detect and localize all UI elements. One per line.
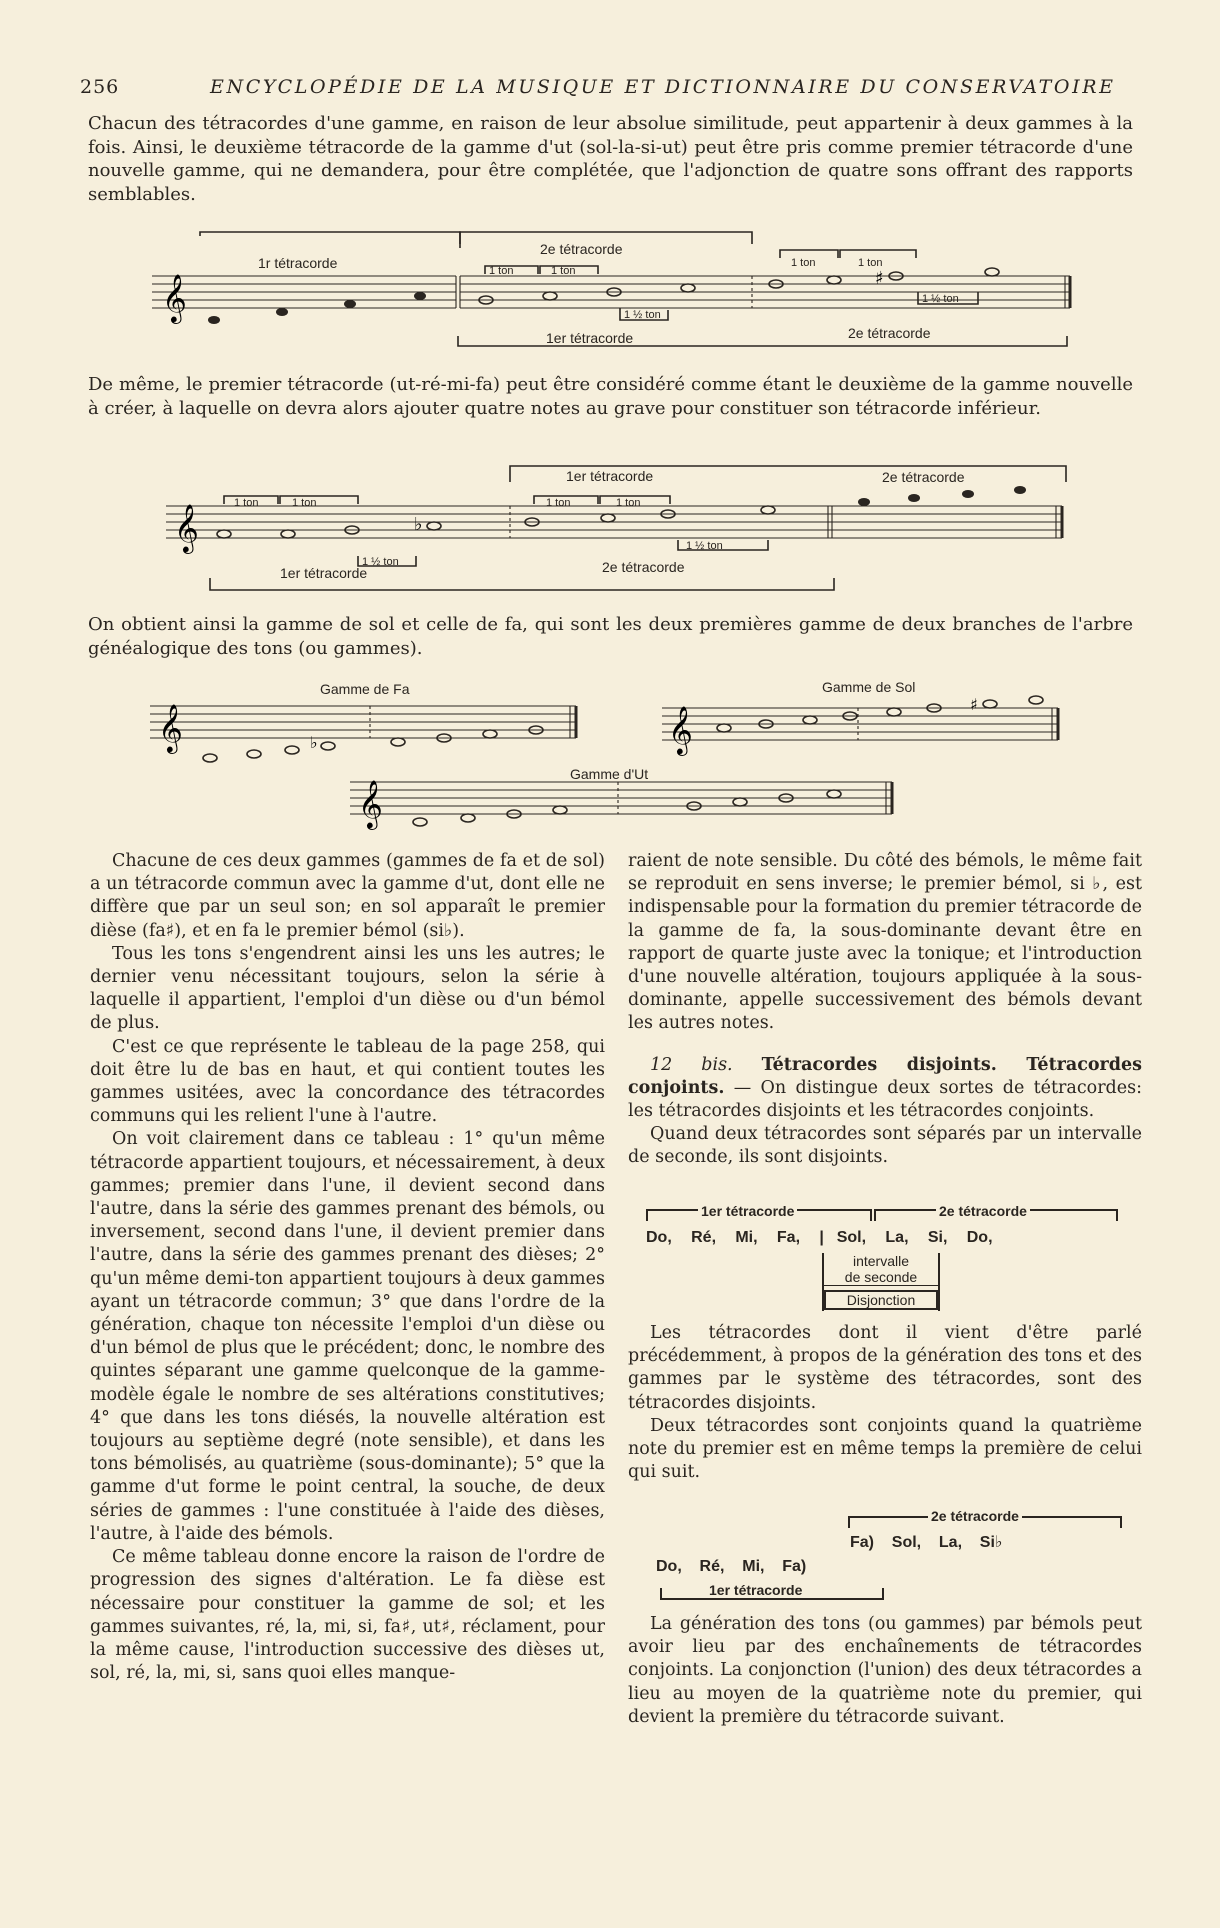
intro-paragraph-1: Chacun des tétracordes d'une gamme, en raison de leur absolue similitude, peut appartenir à deux gammes à la fois. Ainsi, le deuxième tétracorde de la gamme d'ut (sol-la-si-ut) peut être pris comme premier tétracorde d'une nouvelle gamme, qui ne demandera, pour être complétée, que l'adjonction de quatre sons offrant des rapports semblables. — [88, 113, 1133, 205]
right-paragraph: Deux tétracordes sont conjoints quand la quatrième note du premier est en même temps la première de celui qui suit. — [628, 1415, 1142, 1483]
label-first-tetracorde-bottom: 1er tétracorde — [280, 565, 368, 581]
label-first-tetracorde-bottom: 1er tétracorde — [546, 330, 634, 346]
music-example-3 — [150, 676, 1070, 828]
staff-left — [152, 273, 460, 324]
page-header — [80, 72, 1140, 102]
left-paragraph: C'est ce que représente le tableau de la page 258, qui doit être lu de bas en haut, et qui contient toutes les gammes usitées, avec la concordance des tétracordes communs qui les relient l'une à l'autre. — [90, 1036, 605, 1127]
conjoint-row-bottom: Do, Ré, Mi, Fa) — [656, 1558, 807, 1575]
right-column-continued — [628, 1322, 1142, 1484]
svg-text:♯: ♯ — [970, 695, 978, 714]
running-title: ENCYCLOPÉDIE DE LA MUSIQUE ET DICTIONNAIRE DU CONSERVATOIRE — [210, 76, 1116, 98]
music-example-1 — [140, 228, 1080, 348]
treble-clef-icon: 𝄞 — [162, 273, 187, 322]
disjoint-table — [646, 1203, 1116, 1311]
left-paragraph: On voit clairement dans ce tableau : 1° qu'un même tétracorde appartient toujours, et nécessairement, à deux gammes; premier dans l'une, il devient second dans l'autre, dans la série des gammes prenant des bémols, ou inversement, second dans l'une, il devient premier dans l'autre, dans la série des gammes prenant des dièses; 2° qu'un même demi-ton appartient toujours à deux gammes ayant un tétracorde commun; 3° que dans l'ordre de la génération, chaque ton nécessite l'emploi d'un dièse ou d'un bémol de plus que le précédent; donc, le nombre des quintes séparant une gamme quelconque de la gamme-modèle égale le nombre de ses altérations constitutives; 4° que dans les tons diésés, la nouvelle altération est toujours au septième degré (note sensible), et dans les tons bémolisés, au quatrième (sous-dominante); 5° que la gamme d'ut forme le point central, la souche, de deux séries de gammes : l'une constituée à l'aide des dièses, l'autre, à l'aide des bémols. — [90, 1129, 605, 1544]
svg-text:1 ton: 1 ton — [616, 497, 641, 509]
svg-text:♭: ♭ — [310, 733, 318, 752]
svg-text:1 ton: 1 ton — [791, 257, 816, 269]
left-paragraph: Tous les tons s'engendrent ainsi les uns les autres; le dernier venu nécessitant toujours, selon la série à laquelle il appartient, l'emploi d'un dièse ou d'un bémol de plus. — [90, 943, 605, 1034]
label-second-tetracorde: 2e tétracorde — [936, 1203, 1030, 1219]
right-column-final — [628, 1613, 1142, 1729]
music-example-2 — [158, 462, 1078, 592]
treble-clef-icon: 𝄞 — [174, 503, 199, 552]
disjoint-notes: Do, Ré, Mi, Fa, | Sol, La, Si, Do, — [646, 1229, 993, 1246]
label-first-tetracorde: 1er tétracorde — [698, 1203, 797, 1219]
intro-paragraph-3: On obtient ainsi la gamme de sol et celle de fa, qui sont les deux premières gamme de deux branches de l'arbre généalogique des tons (ou gammes). — [88, 614, 1133, 659]
label-first-tetracorde: 1r tétracorde — [258, 255, 338, 271]
page-number: 256 — [80, 76, 120, 98]
left-paragraph: Ce même tableau donne encore la raison de l'ordre de progression des signes d'altération. Le fa dièse est nécessaire pour constituer la gamme de sol; et les gammes suivantes, ré, la, mi, si, fa♯, ut♯, réclament, pour la même cause, l'introduction successive des dièses ut, sol, ré, la, mi, si, sans quoi elles manque- — [90, 1547, 605, 1684]
bracket-top-left — [200, 232, 460, 248]
treble-clef-icon: 𝄞 — [158, 703, 183, 752]
label-gamme-fa: Gamme de Fa — [320, 681, 410, 697]
label-first-tetracorde: 1er tétracorde — [706, 1582, 805, 1598]
conjoint-table — [656, 1508, 1126, 1604]
label-gamme-ut: Gamme d'Ut — [570, 766, 649, 782]
treble-clef-icon: 𝄞 — [668, 705, 693, 754]
left-paragraph: Chacune de ces deux gammes (gammes de fa et de sol) a un tétracorde commun avec la gamme d'ut, dont elle ne diffère que par un seul son; en sol apparaît le premier dièse (fa♯), et en fa le premier bémol (si♭). — [90, 851, 605, 941]
label-second-tetracorde-bottom: 2e tétracorde — [848, 325, 931, 341]
label-gamme-sol: Gamme de Sol — [822, 679, 916, 695]
svg-text:1 ½ ton: 1 ½ ton — [922, 293, 959, 305]
label-first-tetracorde-top: 1er tétracorde — [566, 468, 654, 484]
interval-box: intervalle de seconde Disjonction — [822, 1253, 940, 1311]
svg-text:♯: ♯ — [875, 268, 884, 289]
intro-paragraph-2: De même, le premier tétracorde (ut-ré-mi-fa) peut être considéré comme étant le deuxième de la gamme nouvelle à créer, à laquelle on devra alors ajouter quatre notes au grave pour constituer son tétracorde inférieur. — [88, 374, 1133, 419]
label-second-tetracorde: 2e tétracorde — [928, 1508, 1022, 1524]
right-paragraph: raient de note sensible. Du côté des bémols, le même fait se reproduit en sens inverse; le premier bémol, si ♭, est indispensable pour la formation du premier tétracorde de la gamme de fa, la sous-dominante devant être en rapport de quarte juste avec la tonique; et l'introduction d'une nouvelle altération, toujours appliquée à la sous-dominante, appelle successivement des bémols devant les autres notes. — [628, 851, 1142, 1034]
right-paragraph: La génération des tons (ou gammes) par bémols peut avoir lieu par des enchaînements de tétracordes conjoints. La conjonction (l'union) des deux tétracordes a lieu au moyen de la quatrième note du premier, qui devient la première du tétracorde suivant. — [628, 1614, 1142, 1727]
svg-text:1 ton: 1 ton — [546, 497, 571, 509]
right-column — [628, 850, 1142, 1170]
svg-text:1 ½ ton: 1 ½ ton — [362, 556, 399, 568]
svg-text:1 ton: 1 ton — [551, 265, 576, 277]
svg-text:1 ton: 1 ton — [234, 497, 259, 509]
svg-text:1 ton: 1 ton — [292, 497, 317, 509]
label-second-tetracorde-bottom: 2e tétracorde — [602, 559, 685, 575]
svg-text:1 ½ ton: 1 ½ ton — [624, 309, 661, 321]
left-column — [90, 850, 605, 1685]
right-paragraph: Quand deux tétracordes sont séparés par un intervalle de seconde, ils sont disjoints. — [628, 1124, 1142, 1168]
section-heading: 12 bis. Tétracordes disjoints. Tétracordes conjoints. — On distingue deux sortes de tétracordes: les tétracordes disjoints et les tétracordes conjoints. — [628, 1054, 1142, 1122]
conjoint-row-top: Fa) Sol, La, Si♭ — [850, 1534, 1003, 1551]
label-second-tetracorde-top: 2e tétracorde — [882, 469, 965, 485]
treble-clef-icon: 𝄞 — [358, 779, 383, 828]
svg-text:♭: ♭ — [414, 514, 423, 535]
svg-text:1 ton: 1 ton — [858, 257, 883, 269]
label-second-tetracorde-top: 2e tétracorde — [540, 241, 623, 257]
right-paragraph: Les tétracordes dont il vient d'être parlé précédemment, à propos de la génération des tons et des gammes par le système des tétracordes, sont des tétracordes disjoints. — [628, 1323, 1142, 1413]
svg-text:1 ½ ton: 1 ½ ton — [686, 540, 723, 552]
svg-text:1 ton: 1 ton — [489, 265, 514, 277]
